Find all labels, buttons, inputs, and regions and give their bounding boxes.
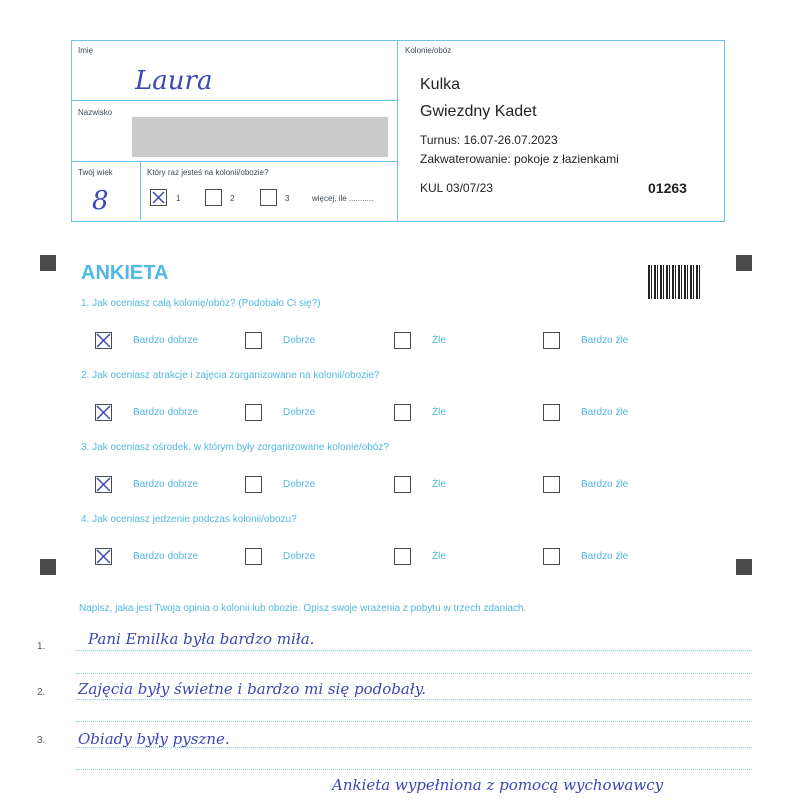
question-4-text: 4. Jak oceniasz jedzenie podczas kolonii/obozu? xyxy=(81,514,297,525)
writing-line xyxy=(76,699,752,700)
writing-line xyxy=(76,650,752,651)
writing-line xyxy=(76,747,752,748)
writing-line xyxy=(76,721,752,722)
zakwaterowanie: Zakwaterowanie: pokoje z łazienkami xyxy=(420,152,619,166)
q4-option-zle: Źle xyxy=(432,551,446,562)
line-number-3: 3. xyxy=(37,735,46,746)
cross-mark-icon xyxy=(95,332,112,349)
writing-line xyxy=(76,673,752,674)
q3-checkbox-zle[interactable] xyxy=(394,476,411,493)
opinion-prompt: Napisz, jaka jest Twoja opinia o kolonii lub obozie. Opisz swoje wrażenia z pobytu w trzech zdaniach. xyxy=(79,603,527,614)
kolonie-program: Gwiezdny Kadet xyxy=(420,103,537,120)
cross-mark-icon xyxy=(95,476,112,493)
question-3-text: 3. Jak oceniasz ośrodek, w którym były zorganizowane kolonie/obóz? xyxy=(81,442,389,453)
q2-option-bardzo-zle: Bardzo źle xyxy=(581,407,629,418)
q3-checkbox-bardzo-zle[interactable] xyxy=(543,476,560,493)
survey-title: ANKIETA xyxy=(81,262,169,284)
q3-option-zle: Źle xyxy=(432,479,446,490)
visit-option-1: 1 xyxy=(176,194,181,203)
q2-checkbox-dobrze[interactable] xyxy=(245,404,262,421)
turnus: Turnus: 16.07-26.07.2023 xyxy=(420,133,558,147)
q1-option-bardzo-dobrze: Bardzo dobrze xyxy=(133,335,199,346)
question-2-text: 2. Jak oceniasz atrakcje i zajęcia zorganizowane na kolonii/obozie? xyxy=(81,370,380,381)
q2-checkbox-bardzo-zle[interactable] xyxy=(543,404,560,421)
q3-option-bardzo-zle: Bardzo źle xyxy=(581,479,629,490)
q4-checkbox-bardzo-zle[interactable] xyxy=(543,548,560,565)
header-divider xyxy=(397,40,398,221)
q2-option-zle: Źle xyxy=(432,407,446,418)
writing-line xyxy=(76,769,752,770)
kolonie-label: Kolonie/obóz xyxy=(405,46,452,55)
helper-note: Ankieta wypełniona z pomocą wychowawcy xyxy=(332,776,664,794)
q2-option-dobrze: Dobrze xyxy=(283,407,316,418)
cross-mark-icon xyxy=(150,189,167,206)
opinion-line-3[interactable]: Obiady były pyszne. xyxy=(78,730,230,748)
q4-option-dobrze: Dobrze xyxy=(283,551,316,562)
q4-option-bardzo-zle: Bardzo źle xyxy=(581,551,629,562)
opinion-line-1[interactable]: Pani Emilka była bardzo miła. xyxy=(88,630,315,648)
q1-checkbox-bardzo-zle[interactable] xyxy=(543,332,560,349)
barcode xyxy=(648,265,702,299)
wiecej-label: więcej, ile ........... xyxy=(312,194,374,203)
wiek-value: 8 xyxy=(92,186,109,216)
age-divider xyxy=(140,161,141,220)
registration-marker xyxy=(40,255,56,271)
q2-option-bardzo-dobrze: Bardzo dobrze xyxy=(133,407,199,418)
q1-option-zle: Źle xyxy=(432,335,446,346)
ktory-raz-label: Który raz jesteś na kolonii/obozie? xyxy=(147,168,269,177)
imie-value: Laura xyxy=(135,66,213,96)
line-number-2: 2. xyxy=(37,687,46,698)
q3-checkbox-bardzo-dobrze[interactable] xyxy=(95,476,112,493)
cross-mark-icon xyxy=(95,548,112,565)
q3-checkbox-dobrze[interactable] xyxy=(245,476,262,493)
visit-checkbox-3[interactable] xyxy=(260,189,277,206)
imie-label: Imię xyxy=(78,46,94,55)
visit-checkbox-2[interactable] xyxy=(205,189,222,206)
registration-marker xyxy=(40,559,56,575)
q3-option-dobrze: Dobrze xyxy=(283,479,316,490)
q1-option-dobrze: Dobrze xyxy=(283,335,316,346)
form-number: 01263 xyxy=(648,180,687,196)
q1-checkbox-dobrze[interactable] xyxy=(245,332,262,349)
visit-option-3: 3 xyxy=(285,194,290,203)
q1-checkbox-bardzo-dobrze[interactable] xyxy=(95,332,112,349)
q2-checkbox-zle[interactable] xyxy=(394,404,411,421)
cross-mark-icon xyxy=(95,404,112,421)
q2-checkbox-bardzo-dobrze[interactable] xyxy=(95,404,112,421)
nazwisko-label: Nazwisko xyxy=(78,108,113,117)
registration-marker xyxy=(736,559,752,575)
q3-option-bardzo-dobrze: Bardzo dobrze xyxy=(133,479,199,490)
q1-option-bardzo-zle: Bardzo źle xyxy=(581,335,629,346)
q4-checkbox-zle[interactable] xyxy=(394,548,411,565)
redacted-surname xyxy=(132,117,388,157)
row-divider xyxy=(71,100,398,101)
q4-checkbox-bardzo-dobrze[interactable] xyxy=(95,548,112,565)
line-number-1: 1. xyxy=(37,641,46,652)
wiek-label: Twój wiek xyxy=(78,168,113,177)
q4-checkbox-dobrze[interactable] xyxy=(245,548,262,565)
visit-option-2: 2 xyxy=(230,194,235,203)
q1-checkbox-zle[interactable] xyxy=(394,332,411,349)
visit-checkbox-1[interactable] xyxy=(150,189,167,206)
camp-code: KUL 03/07/23 xyxy=(420,181,493,195)
question-1-text: 1. Jak oceniasz całą kolonię/obóz? (Podobało Ci się?) xyxy=(81,298,321,309)
row-divider xyxy=(71,161,398,162)
q4-option-bardzo-dobrze: Bardzo dobrze xyxy=(133,551,199,562)
opinion-line-2[interactable]: Zajęcia były świetne i bardzo mi się podobały. xyxy=(78,680,426,698)
kolonie-name: Kulka xyxy=(420,76,461,93)
registration-marker xyxy=(736,255,752,271)
